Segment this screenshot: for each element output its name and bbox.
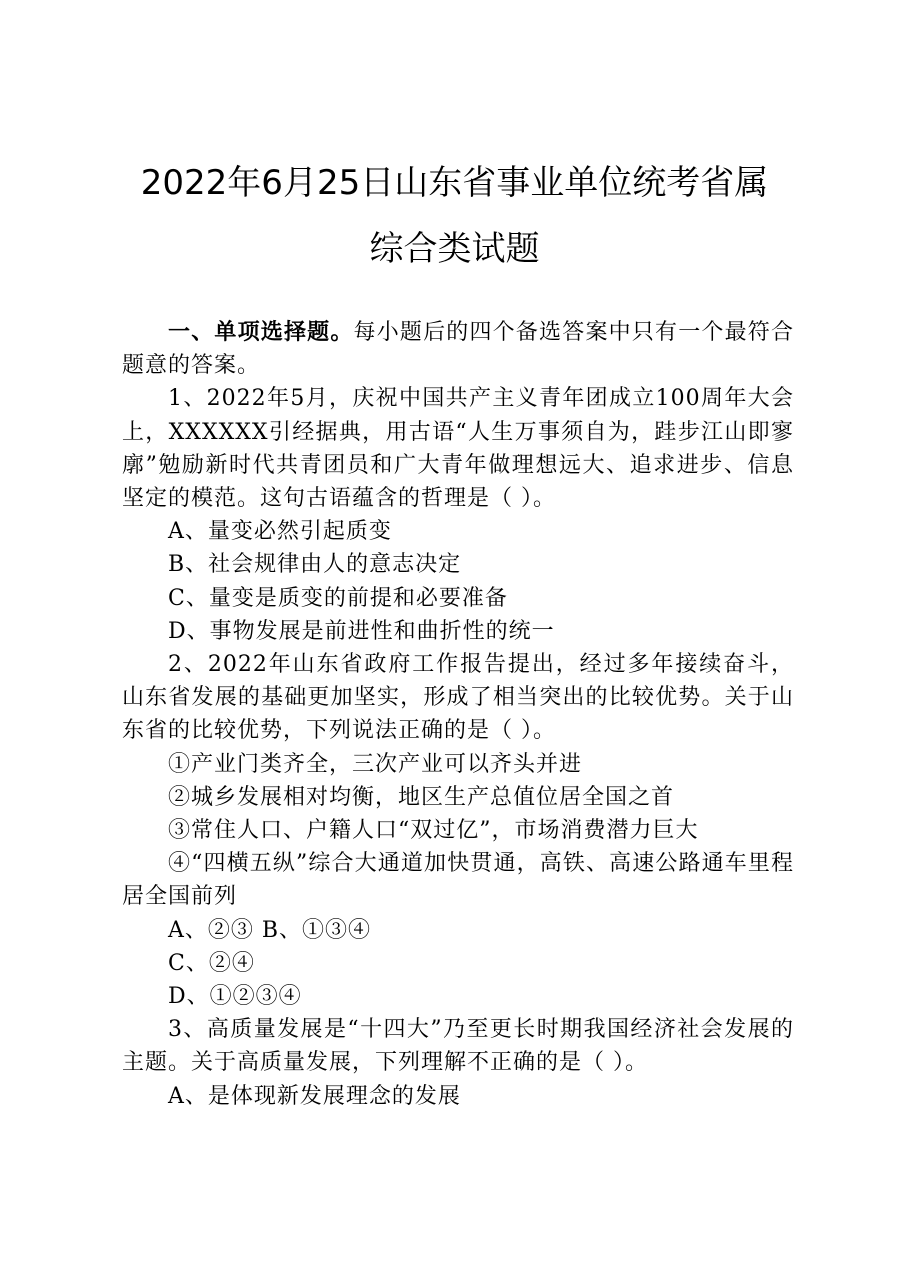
question-2-option-a-b: A、②③ B、①③④ xyxy=(168,917,372,943)
question-2-statement-3: ③常住人口、户籍人口“双过亿”，市场消费潜力巨大 xyxy=(168,818,699,844)
question-2-statement-4: ④“四横五纵”综合大通道加快贯通，高铁、高速公路通车里程居全国前列 xyxy=(122,851,794,910)
question-2-statement-1: ①产业门类齐全，三次产业可以齐头并进 xyxy=(168,751,583,777)
question-2-option-d: D、①②③④ xyxy=(168,984,302,1010)
section-intro xyxy=(122,316,794,382)
document-title-line-2: 综合类试题 xyxy=(369,229,540,269)
question-3-stem: 3、高质量发展是“十四大”乃至更长时期我国经济社会发展的主题。关于高质量发展，下列理解不正确的是（ ）。 xyxy=(122,1017,794,1076)
question-1-option-b: B、社会规律由人的意志决定 xyxy=(168,552,462,578)
question-2-option-c: C、②④ xyxy=(168,950,255,976)
document-title-line-1: 2022年6月25日山东省事业单位统考省属 xyxy=(140,163,769,203)
question-2-statement-2: ②城乡发展相对均衡，地区生产总值位居全国之首 xyxy=(168,784,675,810)
question-1-option-a: A、量变必然引起质变 xyxy=(168,519,392,545)
question-1-option-c: C、量变是质变的前提和必要准备 xyxy=(168,585,508,611)
question-1-option-d: D、事物发展是前进性和曲折性的统一 xyxy=(168,618,555,644)
section-intro-text: 每小题后的四个备选答案中只有一个最符合题意的答案。 xyxy=(122,320,794,379)
section-heading: 一、单项选择题。 xyxy=(168,320,354,345)
question-2-stem: 2、2022年山东省政府工作报告提出，经过多年接续奋斗，山东省发展的基础更加坚实，形成了相当突出的比较优势。关于山东省的比较优势，下列说法正确的是（ ）。 xyxy=(122,652,794,744)
question-3-option-a: A、是体现新发展理念的发展 xyxy=(168,1083,461,1109)
document-body xyxy=(122,316,794,1113)
question-1-stem: 1、2022年5月，庆祝中国共产主义青年团成立100周年大会上，XXXXXX引经据典，用古语“人生万事须自为，跬步江山即寥廓”勉励新时代共青团员和广大青年做理想远大、追求进步、信息坚定的模范。这句古语蕴含的哲理是（ ）。 xyxy=(122,386,794,512)
